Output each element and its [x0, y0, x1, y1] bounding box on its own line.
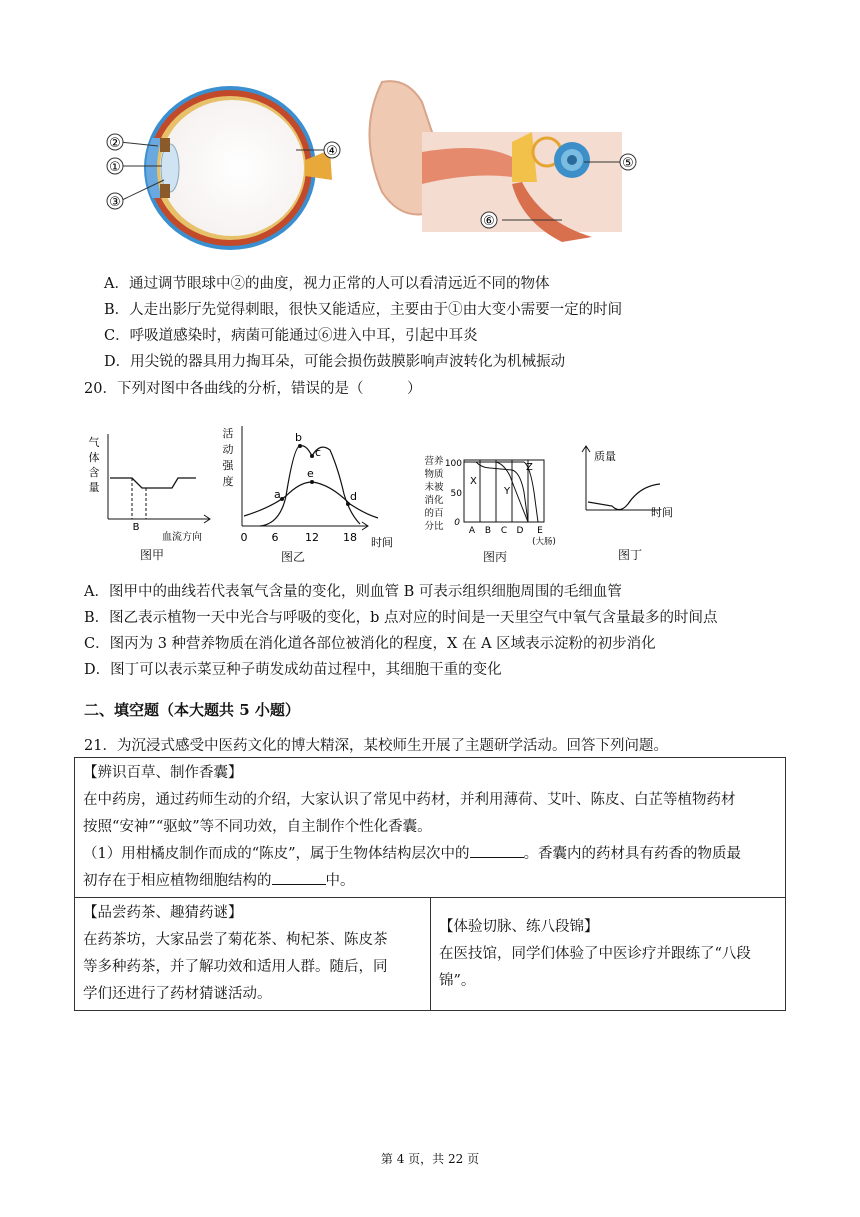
q21-box-1 — [75, 758, 785, 897]
yi-point-d: d — [350, 490, 357, 503]
graph-jia — [86, 432, 216, 550]
q20-stem: 20．下列对图中各曲线的分析，错误的是（ ） — [84, 381, 422, 397]
box1-q1-text-d: 中。 — [325, 873, 355, 889]
yi-ylabel-3: 度 — [222, 475, 234, 488]
bing-xtick-d: D — [516, 526, 524, 536]
ding-curve — [588, 484, 660, 510]
bing-ylabel-3: 消化 — [424, 495, 444, 506]
box1-q1-text-a: （1）用柑橘皮制作而成的“陈皮”，属于生物体结构层次中的 — [83, 846, 470, 862]
eye-label-4: ④ — [326, 144, 338, 159]
yi-respiration-curve — [244, 482, 378, 518]
bing-xtick-e: E — [537, 526, 543, 536]
yi-ylabel-0: 活 — [222, 427, 234, 440]
q20-option-d: D．图丁可以表示菜豆种子萌发成幼苗过程中，其细胞干重的变化 — [84, 662, 502, 678]
q20-option-b: B．图乙表示植物一天中光合与呼吸的变化，b 点对应的时间是一天里空气中氧气含量最多的时间点 — [84, 610, 718, 626]
yi-ylabel-1: 动 — [222, 443, 234, 456]
bing-ylabel-0: 营养 — [424, 456, 444, 467]
bing-series-y: Y — [504, 486, 511, 497]
yi-tick-12: 12 — [305, 531, 319, 544]
bing-xtick-b: B — [484, 526, 492, 536]
graph-bing — [420, 452, 572, 548]
box3-line-2: 锦”。 — [439, 973, 476, 989]
q21-stem: 21．为沉浸式感受中医药文化的博大精深，某校师生开展了主题研学活动。回答下列问题。 — [84, 738, 668, 754]
eye-label-3: ③ — [109, 195, 121, 210]
q19-option-a: A．通过调节眼球中②的曲度，视力正常的人可以看清远近不同的物体 — [104, 276, 550, 292]
bing-ytick-100: 100 — [444, 459, 462, 469]
ear-label-6: ⑥ — [483, 214, 495, 229]
box3-line-1: 在医技馆，同学们体验了中医诊疗并跟练了“八段 — [439, 946, 751, 962]
yi-point-a: a — [274, 488, 281, 501]
graph-bing-caption: 图丙 — [483, 550, 508, 564]
graph-ding-caption: 图丁 — [618, 548, 643, 562]
jia-ylabel-0: 气 — [88, 436, 100, 449]
q21-box-3 — [430, 898, 785, 1010]
q19-option-c: C．呼吸道感染时，病菌可能通过⑥进入中耳，引起中耳炎 — [104, 328, 478, 344]
box1-line-2: 按照“安神”“驱蚊”等不同功效，自主制作个性化香囊。 — [83, 819, 432, 835]
eye-diagram — [100, 80, 350, 250]
bing-ytick-0: 0 — [454, 518, 460, 528]
yi-tick-0: 0 — [240, 531, 248, 544]
bing-ylabel-2: 未被 — [424, 482, 444, 493]
box1-question-1-cont — [83, 868, 777, 895]
bing-ylabel-5: 分比 — [424, 521, 444, 532]
jia-ylabel-3: 量 — [88, 481, 100, 494]
box2-title: 【品尝药茶、趣猜药谜】 — [83, 905, 243, 921]
jia-curve — [110, 478, 196, 488]
section-heading: 二、填空题（本大题共 5 小题） — [84, 701, 300, 719]
yi-tick-18: 18 — [343, 531, 357, 544]
yi-point-c: c — [315, 446, 322, 459]
eye-label-1: ① — [109, 160, 121, 175]
yi-xlabel: 时间 — [371, 536, 393, 549]
q21-box-2 — [75, 898, 430, 1010]
jia-ylabel-1: 体 — [88, 451, 100, 464]
box2-line-2: 等多种药茶，并了解功效和适用人群。随后，同 — [83, 959, 388, 975]
answer-blank-2[interactable] — [272, 870, 326, 885]
jia-xlabel: 血流方向 — [162, 532, 202, 543]
box1-line-1: 在中药房，通过药师生动的介绍，大家认识了常见中药材，并利用薄荷、艾叶、陈皮、白芷等植物药材 — [83, 792, 736, 808]
bing-x-note: (大肠) — [532, 537, 556, 547]
ear-label-5: ⑤ — [622, 156, 634, 171]
yi-ylabel-2: 强 — [222, 459, 234, 472]
ding-ylabel: 质量 — [594, 450, 616, 463]
yi-photosynthesis-curve — [260, 446, 360, 526]
bing-series-z: Z — [526, 462, 533, 473]
eye-label-2: ② — [109, 136, 121, 151]
box3-title: 【体验切脉、练八段锦】 — [439, 919, 599, 935]
q19-option-d: D．用尖锐的器具用力掏耳朵，可能会损伤鼓膜影响声波转化为机械振动 — [104, 354, 566, 370]
q20-option-c: C．图丙为 3 种营养物质在消化道各部位被消化的程度，X 在 A 区域表示淀粉的初步消化 — [84, 636, 656, 652]
yi-point-e: e — [307, 467, 314, 480]
q21-material-table — [74, 757, 786, 1011]
graph-yi-caption: 图乙 — [281, 550, 306, 564]
yi-point-b: b — [295, 431, 302, 444]
bing-ytick-50: 50 — [450, 489, 462, 499]
jia-ylabel-2: 含 — [88, 466, 100, 479]
bing-xtick-c: C — [500, 526, 508, 536]
box1-q1-text-b: 。香囊内的药材具有药香的物质最 — [523, 846, 742, 862]
bing-ylabel-4: 的百 — [424, 508, 444, 519]
q20-option-a: A．图甲中的曲线若代表氧气含量的变化，则血管 B 可表示组织细胞周围的毛细血管 — [84, 584, 622, 600]
q21-box-row — [75, 897, 785, 1010]
graph-ding — [580, 444, 680, 524]
bing-ylabel-1: 物质 — [424, 469, 444, 480]
bing-xtick-a: A — [468, 526, 476, 536]
q19-option-b: B．人走出影厅先觉得刺眼，很快又能适应，主要由于①由大变小需要一定的时间 — [104, 302, 623, 318]
ear-diagram — [362, 72, 652, 244]
graph-jia-caption: 图甲 — [140, 548, 165, 562]
ding-xlabel: 时间 — [651, 506, 673, 519]
answer-blank-1[interactable] — [470, 843, 524, 858]
graph-yi — [220, 424, 400, 550]
bing-series-x: X — [470, 476, 477, 487]
jia-point-b: B — [132, 522, 140, 533]
box1-title: 【辨识百草、制作香囊】 — [83, 765, 243, 781]
page-footer: 第 4 页，共 22 页 — [380, 1152, 480, 1166]
box1-question-1 — [83, 841, 777, 868]
yi-tick-6: 6 — [271, 531, 279, 544]
box2-line-1: 在药茶坊，大家品尝了菊花茶、枸杞茶、陈皮茶 — [83, 932, 388, 948]
box1-q1-text-c: 初存在于相应植物细胞结构的 — [83, 873, 272, 889]
box2-line-3: 学们还进行了药材猜谜活动。 — [83, 986, 272, 1002]
